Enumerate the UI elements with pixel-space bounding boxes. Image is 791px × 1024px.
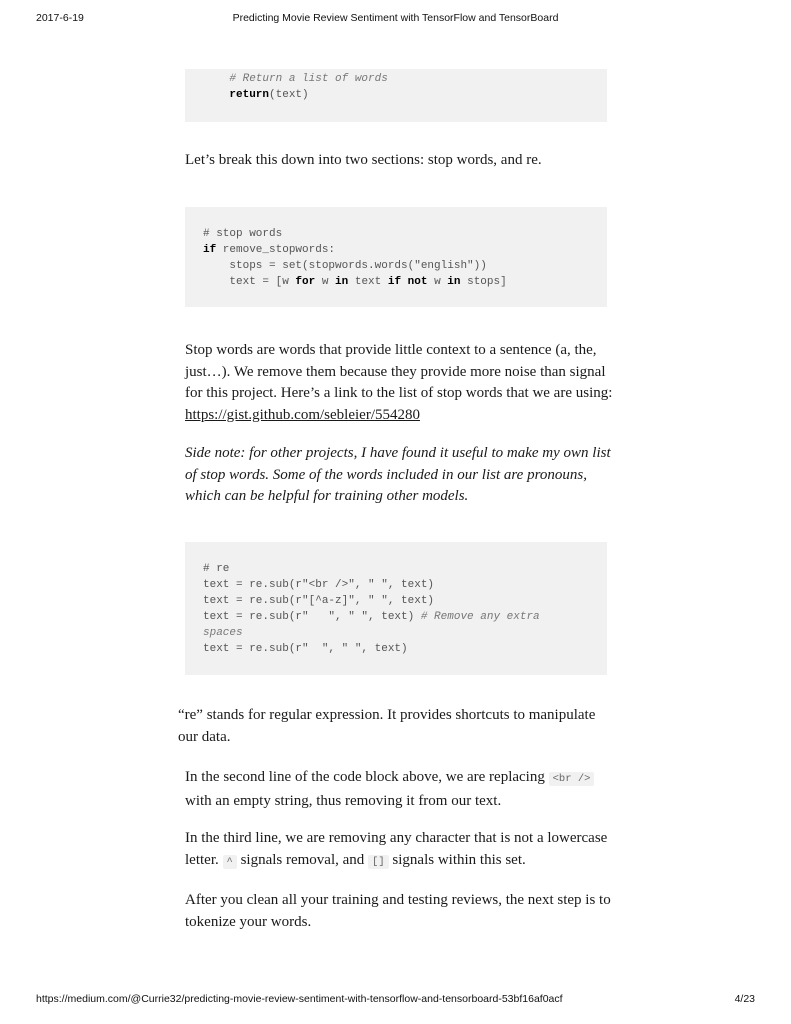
- print-header: [36, 12, 755, 28]
- code-text: w: [427, 276, 448, 288]
- code-line: [203, 609, 589, 625]
- code-keyword: if: [203, 244, 217, 256]
- paragraph-text: In the third line, we are removing any character that is not a lowercase letter.: [185, 830, 608, 868]
- paragraph-re: “re” stands for regular expression. It provides shortcuts to manipulate our data.: [178, 707, 596, 745]
- code-line: stops = set(stopwords.words("english")): [203, 260, 487, 272]
- stopwords-link[interactable]: https://gist.github.com/sebleier/554280: [185, 406, 420, 423]
- paragraph-third-line: [185, 828, 615, 873]
- code-text: (text): [269, 89, 309, 101]
- code-text: text = re.sub(r" ", " ", text): [203, 611, 421, 623]
- print-date: 2017-6-19: [36, 12, 84, 24]
- paragraph-text: with an empty string, thus removing it from our text.: [185, 792, 502, 809]
- inline-code-caret: ^: [223, 855, 237, 869]
- paragraph-side-note: Side note: for other projects, I have found it useful to make my own list of stop words. Some of the words included in our list are pronouns, which can be helpful for training other models.: [185, 445, 611, 504]
- code-comment: # Return a list of words: [203, 73, 388, 85]
- code-keyword: in: [335, 276, 349, 288]
- code-text: w: [315, 276, 336, 288]
- code-block-re: [185, 542, 607, 675]
- paragraph-text: signals removal, and: [236, 851, 369, 868]
- code-keyword: for: [295, 276, 316, 288]
- code-keyword: return: [229, 89, 270, 101]
- code-line: [203, 242, 589, 258]
- paragraph-text: signals within this set.: [388, 851, 526, 868]
- code-block-stop-words: [185, 207, 607, 307]
- code-keyword: not: [407, 276, 428, 288]
- page-number: 4/23: [734, 993, 755, 1005]
- code-text: stops]: [460, 276, 507, 288]
- code-text: text: [348, 276, 388, 288]
- code-comment: # re: [203, 563, 230, 575]
- paragraph-second-line: [185, 767, 615, 812]
- code-line: text = re.sub(r"[^a-z]", " ", text): [203, 595, 435, 607]
- code-comment: # Remove any extra: [420, 611, 540, 623]
- code-text: text = [w: [203, 276, 296, 288]
- code-line: text = re.sub(r"<br />", " ", text): [203, 579, 435, 591]
- paragraph-text: In the second line of the code block above, we are replacing: [185, 769, 549, 785]
- code-comment: # stop words: [203, 228, 283, 240]
- paragraph-stop-words: [185, 340, 615, 426]
- print-title: Predicting Movie Review Sentiment with TensorFlow and TensorBoard: [232, 12, 559, 24]
- code-line: text = re.sub(r" ", " ", text): [203, 643, 408, 655]
- print-footer: [36, 993, 755, 1009]
- code-line: [203, 87, 589, 103]
- print-url: https://medium.com/@Currie32/predicting-movie-review-sentiment-with-tensorflow-and-tensorboard-53bf16af0acf: [36, 993, 563, 1005]
- code-line: [203, 274, 589, 290]
- code-keyword: if: [387, 276, 402, 288]
- code-block-return: [185, 69, 607, 122]
- inline-code-br: <br />: [549, 772, 595, 786]
- code-text: remove_stopwords:: [216, 244, 336, 256]
- paragraph-breakdown: Let’s break this down into two sections: stop words, and re.: [185, 152, 542, 168]
- code-keyword: in: [447, 276, 461, 288]
- paragraph-text: Stop words are words that provide little context to a sentence (a, the, just…). We remove them because they provide more noise than signal for this project. Here’s a link to the list of stop words that we are using:: [185, 342, 613, 401]
- code-comment: spaces: [203, 627, 243, 639]
- paragraph-tokenize: After you clean all your training and testing reviews, the next step is to tokenize your words.: [185, 892, 611, 930]
- inline-code-brackets: []: [368, 855, 389, 869]
